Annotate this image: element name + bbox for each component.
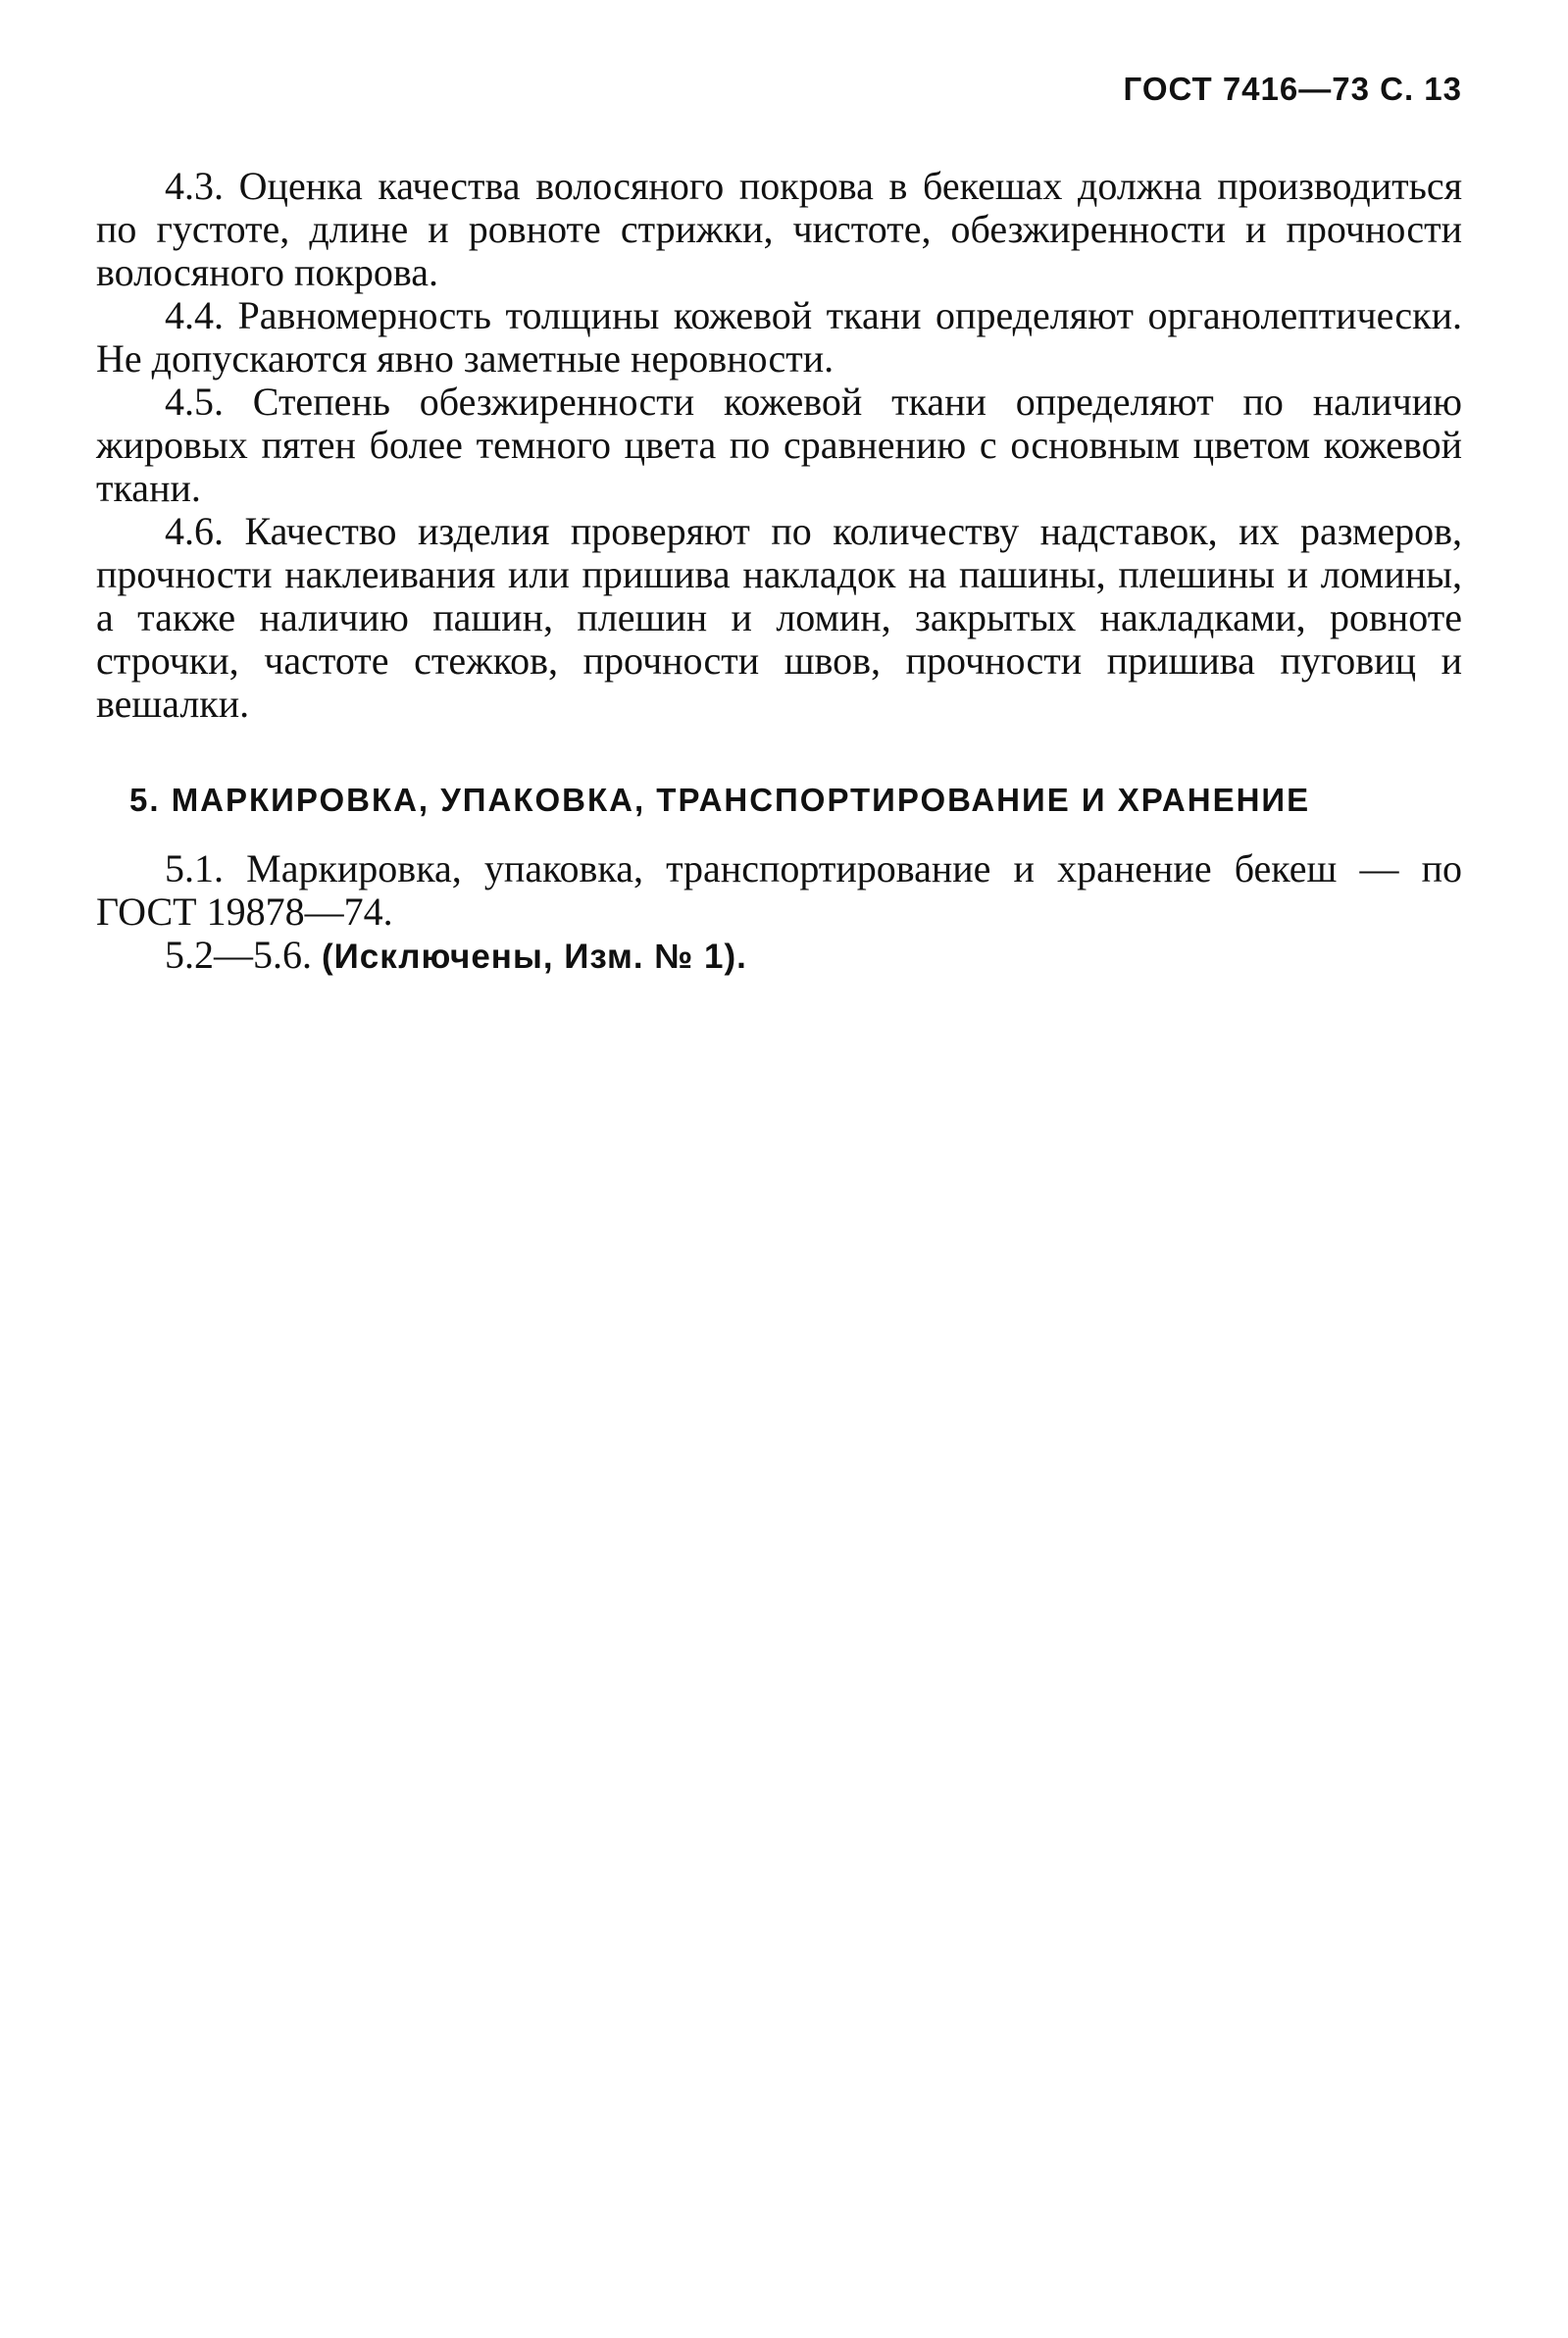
running-head: ГОСТ 7416—73 С. 13 (1123, 71, 1462, 107)
paragraph-5-1: 5.1. Маркировка, упаковка, транспортирование и хранение бекеш — по ГОСТ 19878—74. (96, 846, 1462, 934)
paragraph-5-2-number: 5.2—5.6. (165, 933, 312, 977)
section-5-heading: 5. МАРКИРОВКА, УПАКОВКА, ТРАНСПОРТИРОВАНИЕ И ХРАНЕНИЕ (129, 782, 1311, 818)
paragraph-4-3: 4.3. Оценка качества волосяного покрова в бекешах должна производиться по густоте, длине и ровноте стрижки, чистоте, обезжиренности и прочности волосяного покрова. (96, 164, 1462, 294)
paragraph-5-2-5-6 (96, 934, 1462, 979)
paragraph-4-5: 4.5. Степень обезжиренности кожевой ткани определяют по наличию жировых пятен более темного цвета по сравнению с основным цветом кожевой ткани. (96, 380, 1462, 510)
paragraph-4-6: 4.6. Качество изделия проверяют по количеству надставок, их размеров, прочности наклеивания или пришива накладок на пашины, плешины и ломины, а также наличию пашин, плешин и ломин, закрытых накладками, ровноте строчки, частоте стежков, прочности швов, прочности пришива пуговиц и вешалки. (96, 509, 1462, 726)
excluded-note: (Исключены, Изм. № 1). (322, 938, 747, 976)
paragraph-4-4: 4.4. Равномерность толщины кожевой ткани определяют органолептически. Не допускаются явно заметные неровности. (96, 293, 1462, 381)
body-text (96, 165, 1462, 979)
